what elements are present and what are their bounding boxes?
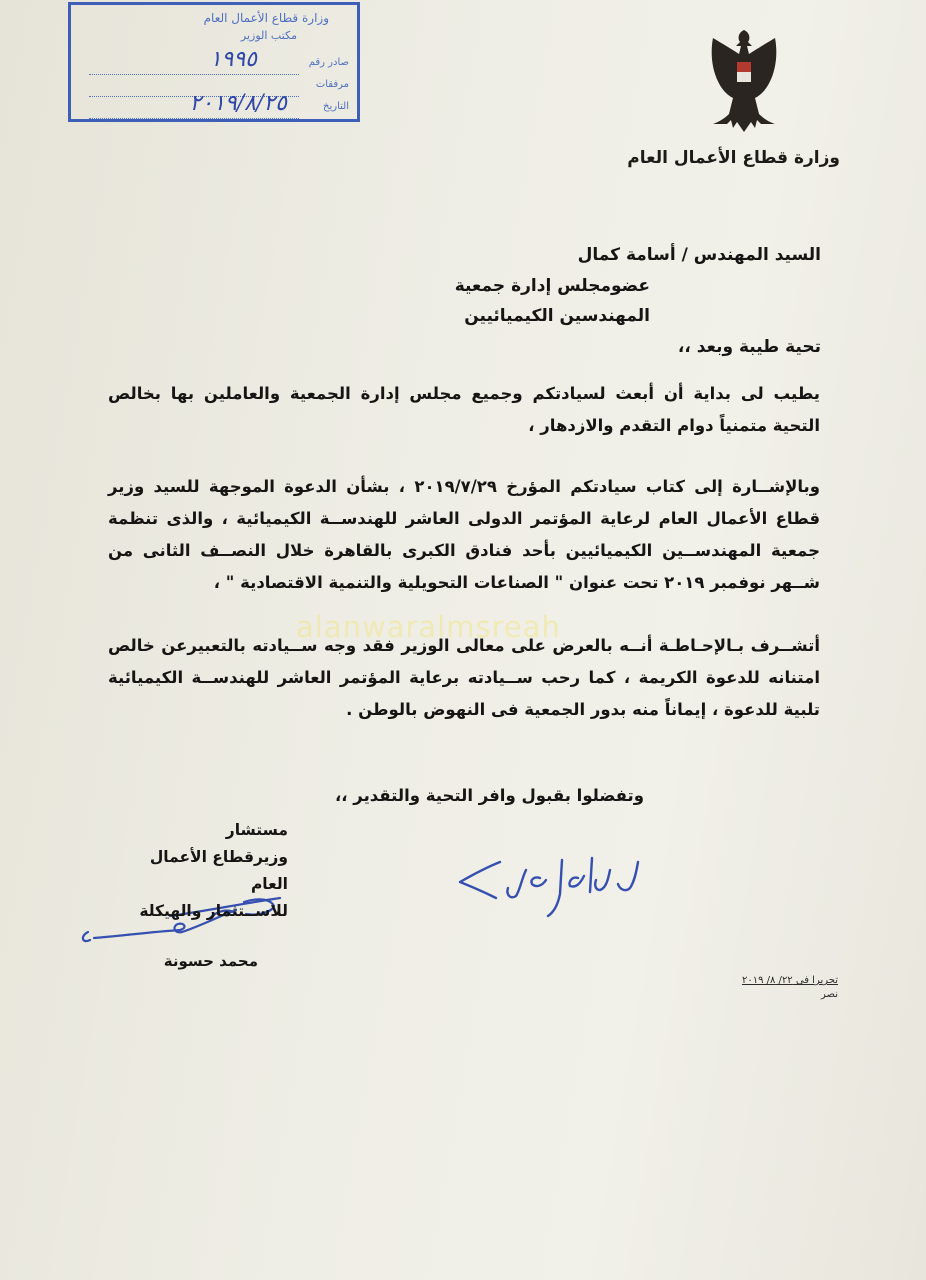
addressee-organization: المهندسين الكيميائيين xyxy=(464,306,650,326)
signatory-title-line: وزيرقطاع الأعمال العام xyxy=(149,848,288,893)
footer-date: تحريرا فى ٢٢/ ٨/ ٢٠١٩ xyxy=(741,975,838,986)
stamp-office-line: مكتب الوزير xyxy=(240,29,297,42)
greeting: تحية طيبة وبعد ،، xyxy=(677,337,821,357)
watermark: alanwaralmsreah xyxy=(296,610,561,644)
stamp-date-row xyxy=(79,91,349,121)
signatory-title-line: للاســتثمار والهيكلة xyxy=(139,902,288,920)
stamp-number-row xyxy=(79,47,349,77)
addressee-title: عضومجلس إدارة جمعية xyxy=(454,276,650,296)
stamp-date-value: ٢٠١٩/٨/٢٥ xyxy=(189,91,287,116)
stamp-number-value: ١٩٩٥ xyxy=(209,47,257,72)
addressee-name: السيد المهندس / أسامة كمال xyxy=(577,245,821,265)
body-paragraph: أتشــرف بـالإحـاطـة أنــه بالعرض على معالى الوزير فقد وجه ســيادته بالتعبيرعن خالص امتنانه للدعوة الكريمة ، كما رحب ســيادته برعاية المؤتمر العاشر للهندســة الكيميائية تلبية للدعوة ، إيماناً منه بدور الجمعية فى النهوض بالوطن . xyxy=(108,636,820,719)
body-paragraph: وبالإشــارة إلى كتاب سيادتكم المؤرخ ٢٠١٩/٧/٢٩ ، بشأن الدعوة الموجهة للسيد وزير قطاع الأعمال العام لرعاية المؤتمر الدولى العاشر للهندســة الكيميائية ، والذى تنظمة جمعية المهندســين الكيميائيين بأحد فنادق الكبرى بالقاهرة خلال النصــف الثانى من شــهر نوفمبر ٢٠١٩ تحت عنوان " الصناعات التحويلية والتنمية الاقتصادية " ، xyxy=(108,477,820,592)
closing-line: وتفضلوا بقبول وافر التحية والتقدير ،، xyxy=(335,786,644,805)
stamp-ministry-line: وزارة قطاع الأعمال العام xyxy=(203,11,329,25)
body-paragraph: يطيب لى بداية أن أبعث لسيادتكم وجميع مجلس إدارة الجمعية والعاملين بها بخالص التحية متمنياً دوام التقدم والازدهار ، xyxy=(108,384,820,435)
stamp-attachments-label: مرفقات xyxy=(315,79,349,90)
signatory-title-line: مستشار xyxy=(225,821,288,839)
stamp-date-label: التاريخ xyxy=(323,101,349,112)
signatory-title xyxy=(108,817,288,925)
footer-note xyxy=(718,974,838,1002)
footer-clerk: نصر xyxy=(821,989,838,1000)
stamp-number-label: صادر رقم xyxy=(308,57,349,68)
incoming-stamp xyxy=(68,2,360,122)
handwritten-note xyxy=(450,840,650,930)
signatory-name: محمد حسونة xyxy=(163,952,258,970)
ministry-name: وزارة قطاع الأعمال العام xyxy=(627,148,840,168)
eagle-emblem-icon xyxy=(703,28,785,136)
